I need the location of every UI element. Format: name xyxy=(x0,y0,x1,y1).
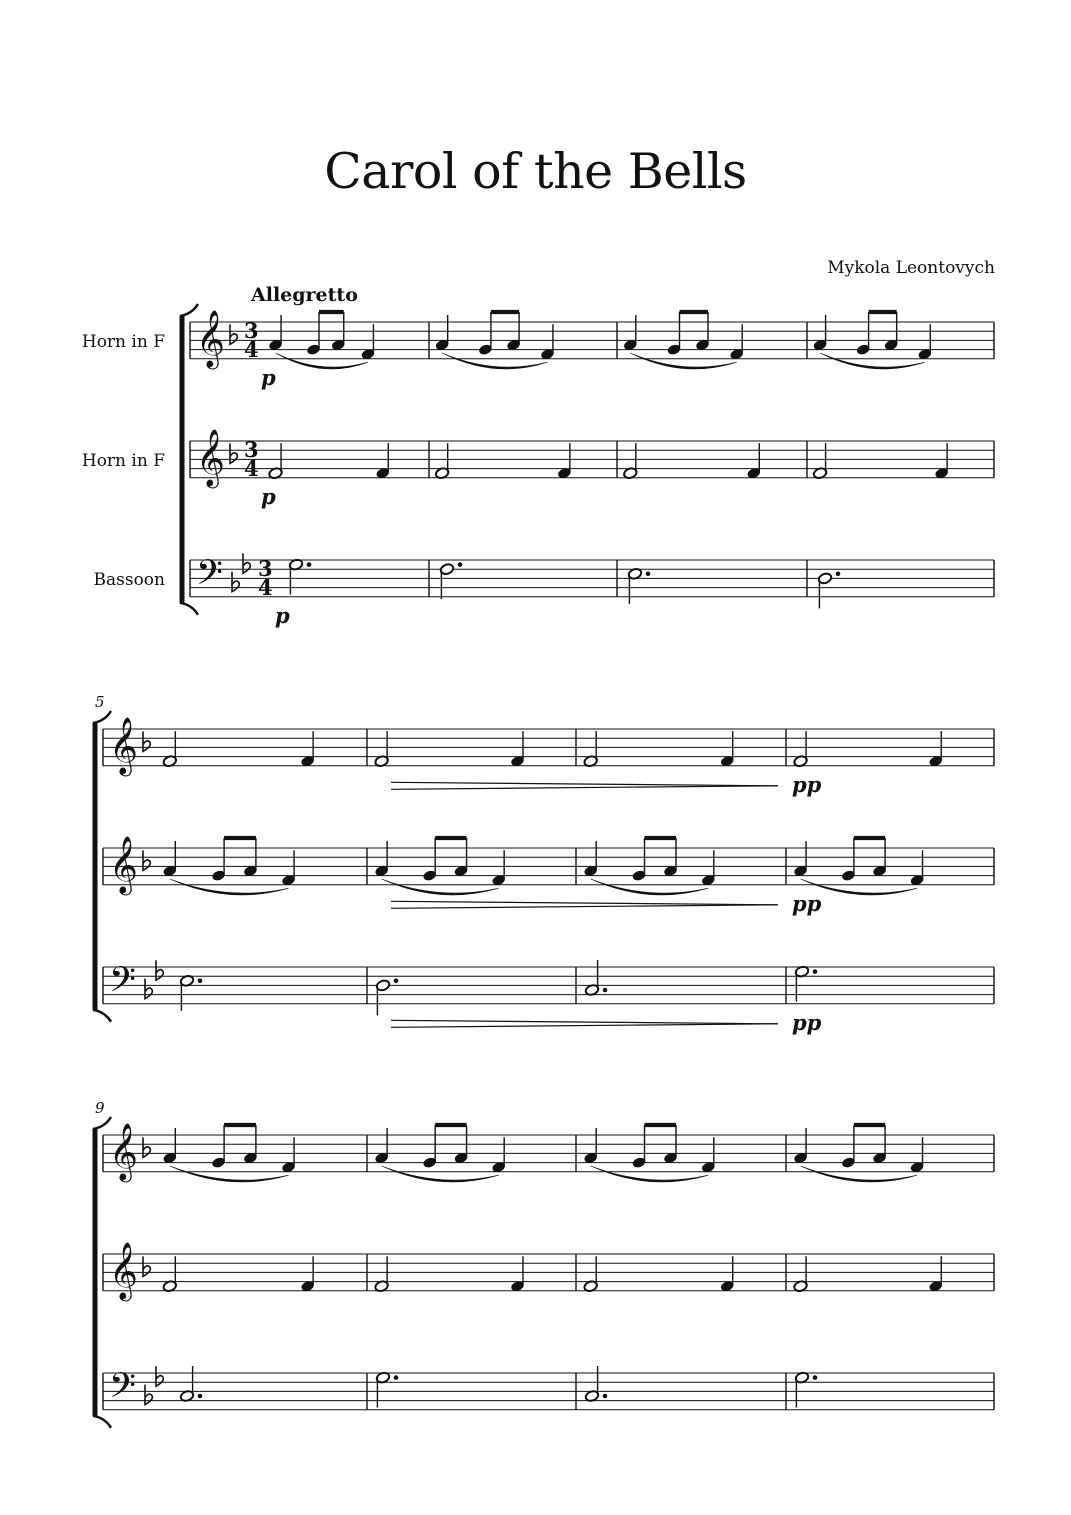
flat-sign xyxy=(243,553,250,573)
instrument-name: Horn in F xyxy=(81,451,165,471)
composer-name: Mykola Leontovych xyxy=(827,258,995,278)
augmentation-dot xyxy=(603,1394,608,1399)
tempo-marking: Allegretto xyxy=(251,284,358,306)
dynamic-marking: p xyxy=(261,364,276,390)
diminuendo-hairpin xyxy=(391,905,778,909)
slur xyxy=(630,353,736,369)
bass-clef-icon: 𝄢 xyxy=(109,1365,137,1414)
system-bracket xyxy=(93,1416,111,1428)
system-bracket xyxy=(93,1010,111,1022)
system-bracket xyxy=(180,603,198,615)
slur xyxy=(591,879,709,895)
slur xyxy=(801,1166,917,1182)
dynamic-marking: p xyxy=(261,483,276,509)
augmentation-dot xyxy=(394,1375,399,1380)
flat-sign xyxy=(232,572,239,592)
augmentation-dot xyxy=(198,1394,203,1399)
treble-clef-icon: 𝄞 xyxy=(196,429,225,486)
flat-sign xyxy=(143,1137,150,1157)
time-signature-beats: 3 xyxy=(244,437,259,462)
time-signature-beats: 3 xyxy=(244,318,259,343)
page-title: Carol of the Bells xyxy=(324,143,747,200)
augmentation-dot xyxy=(307,562,312,567)
flat-sign xyxy=(156,1366,163,1386)
slur xyxy=(170,1166,289,1182)
diminuendo-hairpin xyxy=(391,1020,778,1024)
flat-sign xyxy=(143,850,150,870)
flat-sign xyxy=(156,960,163,980)
diminuendo-hairpin xyxy=(391,901,778,905)
dynamic-marking: pp xyxy=(792,890,822,916)
treble-clef-icon: 𝄞 xyxy=(109,717,138,774)
slur xyxy=(442,353,547,369)
measure-number: 9 xyxy=(95,1099,105,1117)
augmentation-dot xyxy=(836,572,841,577)
treble-clef-icon: 𝄞 xyxy=(196,310,225,367)
flat-sign xyxy=(230,443,237,463)
treble-clef-icon: 𝄞 xyxy=(109,1123,138,1180)
treble-clef-icon: 𝄞 xyxy=(109,1242,138,1299)
treble-clef-icon: 𝄞 xyxy=(109,836,138,893)
dynamic-marking: p xyxy=(275,602,290,628)
slur xyxy=(820,353,925,369)
instrument-name: Horn in F xyxy=(81,332,165,352)
time-signature-beats: 3 xyxy=(258,556,273,581)
diminuendo-hairpin xyxy=(391,786,778,790)
augmentation-dot xyxy=(458,562,463,567)
augmentation-dot xyxy=(198,979,203,984)
bass-clef-icon: 𝄢 xyxy=(196,552,224,601)
augmentation-dot xyxy=(603,988,608,993)
dynamic-marking: pp xyxy=(792,1009,822,1035)
instrument-name: Bassoon xyxy=(93,570,165,590)
flat-sign xyxy=(143,731,150,751)
slur xyxy=(276,353,368,369)
diminuendo-hairpin xyxy=(391,782,778,786)
time-signature-unit: 4 xyxy=(244,337,259,362)
measure-number: 5 xyxy=(95,693,105,711)
slur xyxy=(382,879,499,895)
flat-sign xyxy=(145,979,152,999)
time-signature-unit: 4 xyxy=(258,575,273,600)
augmentation-dot xyxy=(394,979,399,984)
flat-sign xyxy=(143,1256,150,1276)
flat-sign xyxy=(230,324,237,344)
slur xyxy=(170,879,289,895)
diminuendo-hairpin xyxy=(391,1024,778,1028)
flat-sign xyxy=(145,1385,152,1405)
augmentation-dot xyxy=(646,572,651,577)
slur xyxy=(382,1166,499,1182)
dynamic-marking: pp xyxy=(792,771,822,797)
slur xyxy=(591,1166,709,1182)
augmentation-dot xyxy=(813,969,818,974)
augmentation-dot xyxy=(813,1375,818,1380)
time-signature-unit: 4 xyxy=(244,456,259,481)
bass-clef-icon: 𝄢 xyxy=(109,959,137,1008)
